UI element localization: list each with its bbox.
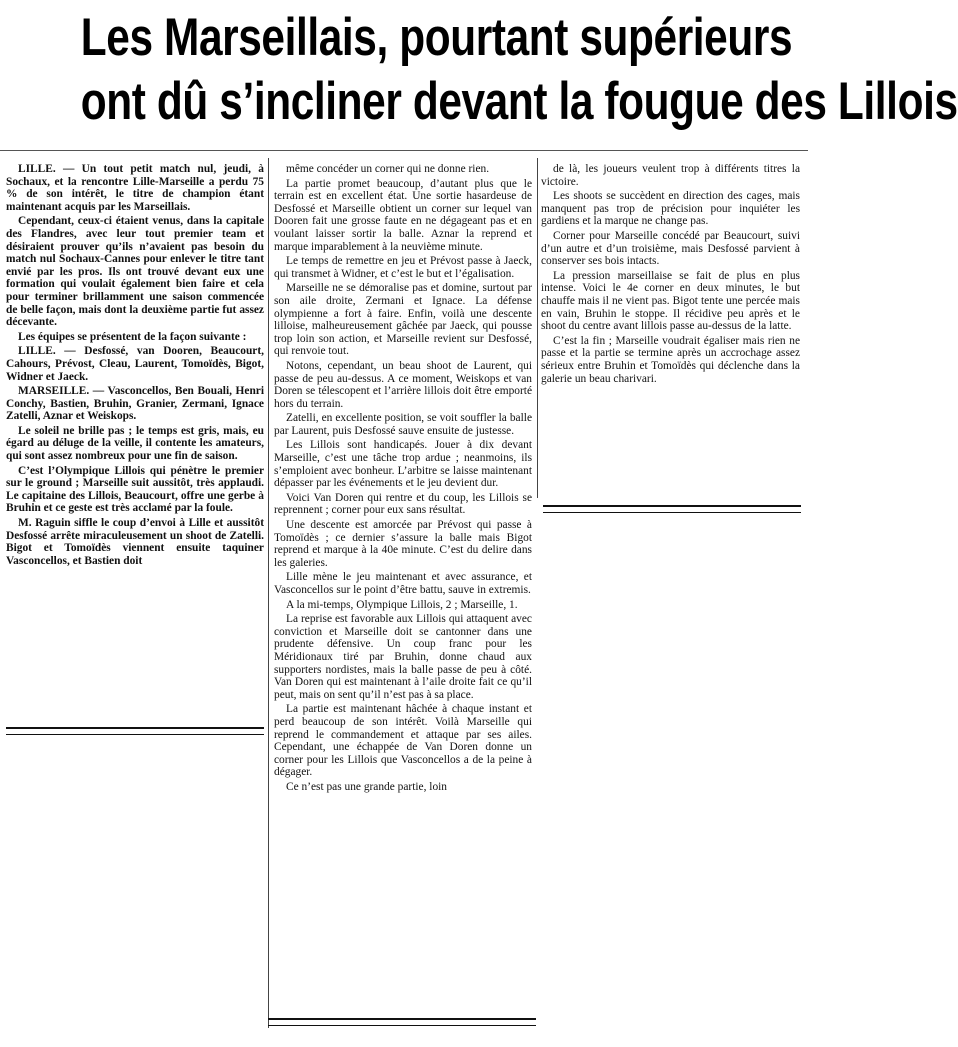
paragraph: Marseille ne se démoralise pas et domine, surtout par son aile droite, Zermani et Ignace. La défense olympienne a fort à faire. Enfin, voilà une descente lilloise, malheureusement gâchée par Jaeck, qui pousse trop loin son action, et Marseille revient sur Desfossé, qui renvoie tout. bbox=[274, 282, 532, 358]
paragraph: Les Lillois sont handicapés. Jouer à dix devant Marseille, c’est une tâche trop ardue ; neanmoins, ils s’emploient avec bonheur. L’arbitre se laisse maintenant dépasser par les événements et le jeu devient dur. bbox=[274, 439, 532, 490]
paragraph: Une descente est amorcée par Prévost qui passe à Tomoïdès ; ce dernier s’assure la balle mais Bigot reprend et marque à la 40e minute. C’est du delire dans les galeries. bbox=[274, 519, 532, 569]
paragraph: Le soleil ne brille pas ; le temps est gris, mais, eu égard au déluge de la veille, il contente les amateurs, qui sont assez nombreux pour une fin de saison. bbox=[6, 424, 264, 463]
paragraph: Lille mène le jeu maintenant et avec assurance, et Vasconcellos sur le point d’être battu, sauve in extremis. bbox=[274, 571, 532, 596]
paragraph: C’est l’Olympique Lillois qui pénètre le premier sur le ground ; Marseille suit aussitôt, très applaudi. Le capitaine des Lillois, Beaucourt, offre une gerbe à Bruhin et ce geste est très acclamé par la foule. bbox=[6, 464, 264, 515]
paragraph: LILLE. — Desfossé, van Dooren, Beaucourt, Cahours, Prévost, Cleau, Laurent, Tomoïdès, Bigot, Widner et Jaeck. bbox=[6, 345, 264, 383]
paragraph: de là, les joueurs veulent trop à différents titres la victoire. bbox=[541, 163, 800, 188]
column-divider bbox=[537, 158, 538, 498]
article-column-3 bbox=[541, 163, 800, 463]
paragraph: Ce n’est pas une grande partie, loin bbox=[286, 780, 447, 793]
paragraph: A la mi-temps, Olympique Lillois, 2 ; Marseille, 1. bbox=[286, 598, 518, 611]
article-column-2 bbox=[274, 163, 532, 1013]
paragraph: Cependant, ceux-ci étaient venus, dans la capitale des Flandres, avec leur tout premier team et désiraient prouver qu’ils n’avaient pas besoin du match nul Sochaux-Cannes pour enlever le titre tant envié par les pros. Ils ont trouvé devant eux une formation qui voulait également bien faire et cela pour terminer brillamment une saison commencée de belle façon, mais dont la deuxième partie fut assez décevante. bbox=[6, 215, 264, 329]
column-divider bbox=[268, 158, 269, 1028]
headline-line-1: Les Marseillais, pourtant supérieurs bbox=[80, 8, 793, 67]
paragraph: Zatelli, en excellente position, se voit souffler la balle par Laurent, puis Desfossé sauve ensuite de justesse. bbox=[274, 412, 532, 437]
paragraph: La partie est maintenant hâchée à chaque instant et perd beaucoup de son intérêt. Voilà Marseille qui reprend le commandement et attaque par ses ailes. Cependant, une échappée de Van Doren donne un corner pour les Lillois que Vasconcellos a de la peine à dégager. bbox=[274, 703, 532, 779]
paragraph: M. Raguin siffle le coup d’envoi à Lille et aussitôt Desfossé arrête miraculeusement un shoot de Zatelli. Bigot et Tomoïdès viennent ensuite taquiner Vasconcellos, et Bastien doit bbox=[6, 517, 264, 567]
paragraph: La partie promet beaucoup, d’autant plus que le terrain est en excellent état. Une sortie hasardeuse de Desfossé et Marseille obtient un corner sur lequel van Dooren fait une grosse faute en ne dégageant pas et en voulant laisser sortir la balle. Aznar la reprend et marque imparablement à la neuvième minute. bbox=[274, 177, 532, 253]
paragraph: LILLE. — Un tout petit match nul, jeudi, à Sochaux, et la rencontre Lille-Marseille a perdu 75 % de son intérêt, le titre de champion étant maintenant acquis par les Marseillais. bbox=[6, 163, 264, 213]
paragraph: Notons, cependant, un beau shoot de Laurent, qui passe de peu au-dessus. A ce moment, Weiskops et van Doren se télescopent et l’arrière lillois doit être emporté hors du terrain. bbox=[274, 359, 532, 410]
paragraph: La pression marseillaise se fait de plus en plus intense. Voici le 4e corner en deux minutes, le but chauffe mais il ne vient pas. Bigot tente une percée mais en vain, Bruhin le stoppe. Il récidive peu après et le shoot du centre avant lillois passe au-dessus de la latte. bbox=[541, 269, 800, 333]
headline-divider bbox=[0, 150, 808, 151]
paragraph: Le temps de remettre en jeu et Prévost passe à Jaeck, qui transmet à Widner, et c’est le but et l’égalisation. bbox=[274, 255, 532, 280]
paragraph: La reprise est favorable aux Lillois qui attaquent avec conviction et Marseille doit se cantonner dans une prudente défensive. Un coup franc pour les Méridionaux tiré par Bruhin, donne chaud aux supporters nordistes, mais la balle passe de peu à côté. Van Doren qui est maintenant à l’aile droite fait ce qu’il peut, mais on sent qu’il n’est pas à sa place. bbox=[274, 613, 532, 701]
column-end-rule bbox=[543, 505, 801, 513]
article-column-1 bbox=[6, 163, 264, 723]
headline bbox=[80, 6, 958, 134]
paragraph: Les équipes se présentent de la façon suivante : bbox=[18, 330, 247, 343]
paragraph: C’est la fin ; Marseille voudrait égaliser mais rien ne passe et la partie se termine après un accrochage assez sérieux entre Bruhin et Tomoïdès qui déclenche dans la galerie un beau charivari. bbox=[541, 334, 800, 385]
paragraph: même concéder un corner qui ne donne rien. bbox=[286, 163, 490, 175]
column-end-rule bbox=[6, 727, 264, 735]
paragraph: Voici Van Doren qui rentre et du coup, les Lillois se reprennent ; corner pour eux sans résultat. bbox=[274, 491, 532, 517]
column-end-rule bbox=[268, 1018, 536, 1026]
paragraph: Corner pour Marseille concédé par Beaucourt, suivi d’un autre et d’un troisième, mais Desfossé parvient à conserver ses bois intacts. bbox=[541, 229, 800, 268]
paragraph: Les shoots se succèdent en direction des cages, mais manquent pas trop de précision pour inquiéter les gardiens et la marque ne change pas. bbox=[541, 190, 800, 228]
paragraph: MARSEILLE. — Vasconcellos, Ben Bouali, Henri Conchy, Bastien, Bruhin, Granier, Zermani, Ignace Zatelli, Aznar et Weiskops. bbox=[6, 385, 264, 423]
headline-line-2: ont dû s’incliner devant la fougue des Lillois bbox=[80, 72, 958, 131]
